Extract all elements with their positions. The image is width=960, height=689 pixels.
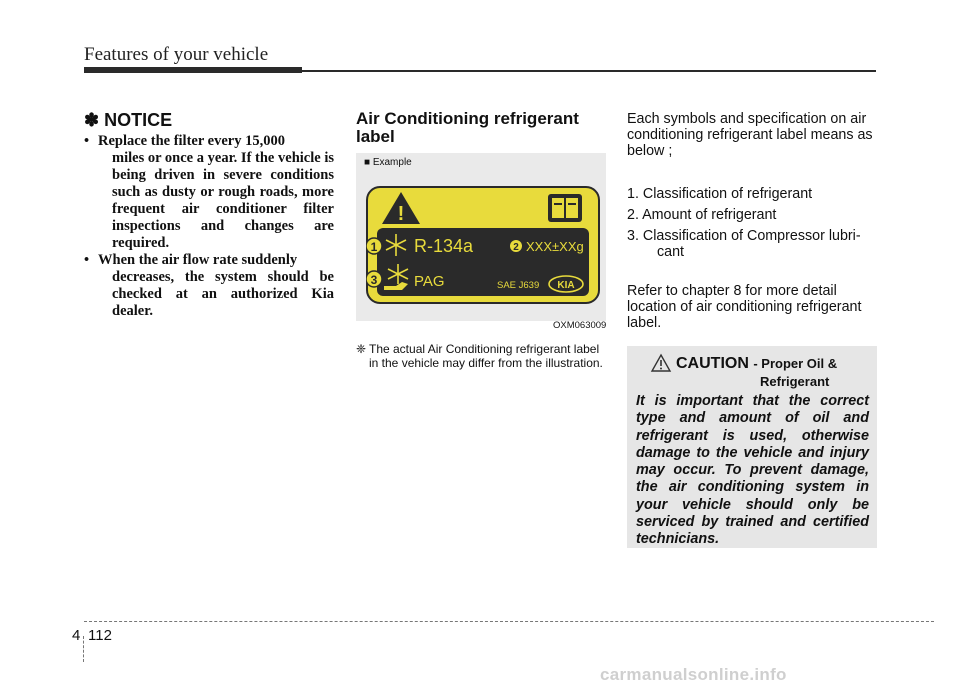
header-rule-thin	[302, 70, 876, 72]
note-symbol: ❈	[356, 342, 367, 356]
bullet: •	[84, 133, 90, 149]
manual-book-icon	[548, 194, 582, 222]
caution-body: It is important that the correct type and amount of oil and refrigerant is used, otherwise damage to the vehicle and injury may occur. To prevent damage, the air conditioning system in your vehicle should only be serviced by trained and certified technicians.	[636, 393, 869, 548]
caution-subtitle-2: Refrigerant	[760, 374, 830, 389]
spec-intro: Each symbols and specification on air conditioning refrigerant label means as below ;	[627, 111, 873, 159]
refrigerant-amount-text: XXX±XXg	[526, 239, 584, 254]
refrigerant-label-graphic	[366, 186, 598, 302]
spec-item-2: 2. Amount of refrigerant	[627, 207, 777, 223]
page-header-title: Features of your vehicle	[84, 44, 269, 65]
notice-item	[84, 252, 334, 320]
notice-title: ✽ NOTICE	[84, 110, 173, 130]
chapter-number: 4	[72, 627, 81, 644]
brand-text: KIA	[557, 280, 575, 291]
warning-triangle-icon	[382, 192, 420, 225]
watermark: carmanualsonline.info	[600, 665, 787, 684]
caution-subtitle: - Proper Oil &	[753, 356, 838, 371]
note-text: The actual Air Conditioning refrigerant label in the vehicle may differ from the illustration.	[369, 342, 603, 370]
notice-item-first-line: Replace the filter every 15,000	[98, 133, 285, 149]
footer-divider	[83, 636, 84, 662]
notice-item-first-line: When the air flow rate suddenly	[98, 252, 298, 268]
caution-triangle-icon	[650, 353, 672, 373]
illustration-note	[356, 342, 606, 370]
bullet: •	[84, 252, 90, 268]
notice-item-text: decreases, the system should be checked at an authorized Kia dealer.	[112, 269, 334, 319]
svg-text:!: !	[397, 203, 405, 225]
footer-rule	[84, 621, 934, 622]
notice-item-text: miles or once a year. If the vehicle is being driven in severe conditions such as dusty or rough roads, more frequent air conditioner filter inspections and changes are required.	[112, 150, 334, 251]
example-caption: ■ Example	[364, 157, 412, 168]
image-code: OXM063009	[553, 320, 607, 331]
section-title: Air Conditioning refrigerant label	[356, 109, 579, 146]
notice-list	[84, 133, 334, 320]
caution-title: CAUTION	[676, 355, 749, 372]
marker-2-label: 2	[513, 242, 519, 253]
spec-item-3-continued: cant	[657, 244, 685, 260]
marker-1-label: 1	[370, 240, 378, 254]
standard-text: SAE J639	[497, 280, 540, 291]
spec-refer: Refer to chapter 8 for more detail location of air conditioning refrigerant label.	[627, 283, 862, 331]
page-number: 112	[88, 627, 112, 644]
marker-3-label: 3	[370, 273, 378, 287]
notice-item	[84, 133, 334, 252]
spec-item-1: 1. Classification of refrigerant	[627, 186, 813, 202]
refrigerant-type-text: R-134a	[414, 236, 474, 256]
spec-item-3: 3. Classification of Compressor lubri-	[627, 228, 861, 244]
caution-heading	[676, 355, 837, 373]
header-rule-thick	[84, 67, 302, 73]
oil-type-text: PAG	[414, 273, 445, 290]
